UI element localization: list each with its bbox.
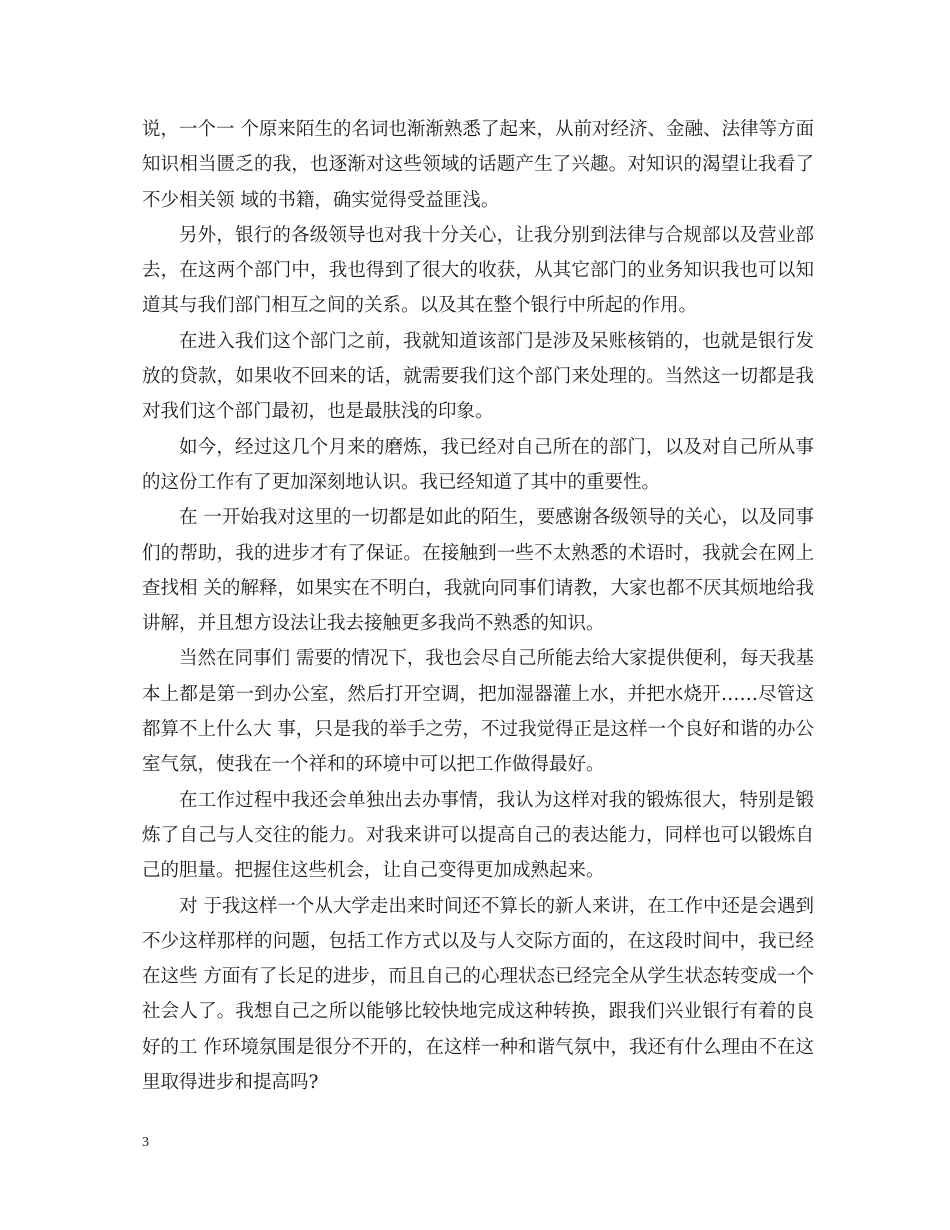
paragraph-8: 对 于我这样一个从大学走出来时间还不算长的新人来讲，在工作中还是会遇到不少这样那样的问题，包括工作方式以及与人交际方面的，在这段时间中，我已经在这些 方面有了长足的进步，而且自己的心理状态已经完全从学生状态转变成一个社会人了。我想自己之所以能够比较快地完成这种转换，跟我们兴业银行有着的良好的工 作环境氛围是很分不开的，在这样一种和谐气氛中，我还有什么理由不在这里取得进步和提高吗? <box>142 895 814 1094</box>
paragraph-2: 另外，银行的各级领导也对我十分关心，让我分别到法律与合规部以及营业部去，在这两个部门中，我也得到了很大的收获，从其它部门的业务知识我也可以知道其与我们部门相互之间的关系。以及其在整个银行中所起的作用。 <box>142 224 814 317</box>
paragraph-6: 当然在同事们 需要的情况下，我也会尽自己所能去给大家提供便利，每天我基本上都是第一到办公室，然后打开空调，把加湿器灌上水，并把水烧开……尽管这都算不上什么大 事，只是我的举手之劳，不过我觉得正是这样一个良好和谐的办公室气氛，使我在一个祥和的环境中可以把工作做得最好。 <box>142 648 814 776</box>
paragraph-3: 在进入我们这个部门之前，我就知道该部门是涉及呆账核销的，也就是银行发放的贷款，如果收不回来的话，就需要我们这个部门来处理的。当然这一切都是我对我们这个部门最初，也是最肤浅的印象。 <box>142 330 814 423</box>
paragraph-5: 在 一开始我对这里的一切都是如此的陌生，要感谢各级领导的关心，以及同事们的帮助，我的进步才有了保证。在接触到一些不太熟悉的术语时，我就会在网上查找相 关的解释，如果实在不明白，我就向同事们请教，大家也都不厌其烦地给我讲解，并且想方设法让我去接触更多我尚不熟悉的知识。 <box>142 507 814 635</box>
paragraph-7: 在工作过程中我还会单独出去办事情，我认为这样对我的锻炼很大，特别是锻炼了自己与人交往的能力。对我来讲可以提高自己的表达能力，同样也可以锻炼自己的胆量。把握住这些机会，让自己变得更加成熟起来。 <box>142 789 814 882</box>
paragraph-1: 说，一个一 个原来陌生的名词也渐渐熟悉了起来，从前对经济、金融、法律等方面知识相当匮乏的我，也逐渐对这些领域的话题产生了兴趣。对知识的渴望让我看了不少相关领 域的书籍，确实觉得受益匪浅。 <box>142 119 814 211</box>
page-number: 3 <box>142 1135 149 1150</box>
paragraph-4: 如今，经过这几个月来的磨炼，我已经对自己所在的部门，以及对自己所从事的这份工作有了更加深刻地认识。我已经知道了其中的重要性。 <box>142 436 814 493</box>
document-body <box>142 112 814 1100</box>
